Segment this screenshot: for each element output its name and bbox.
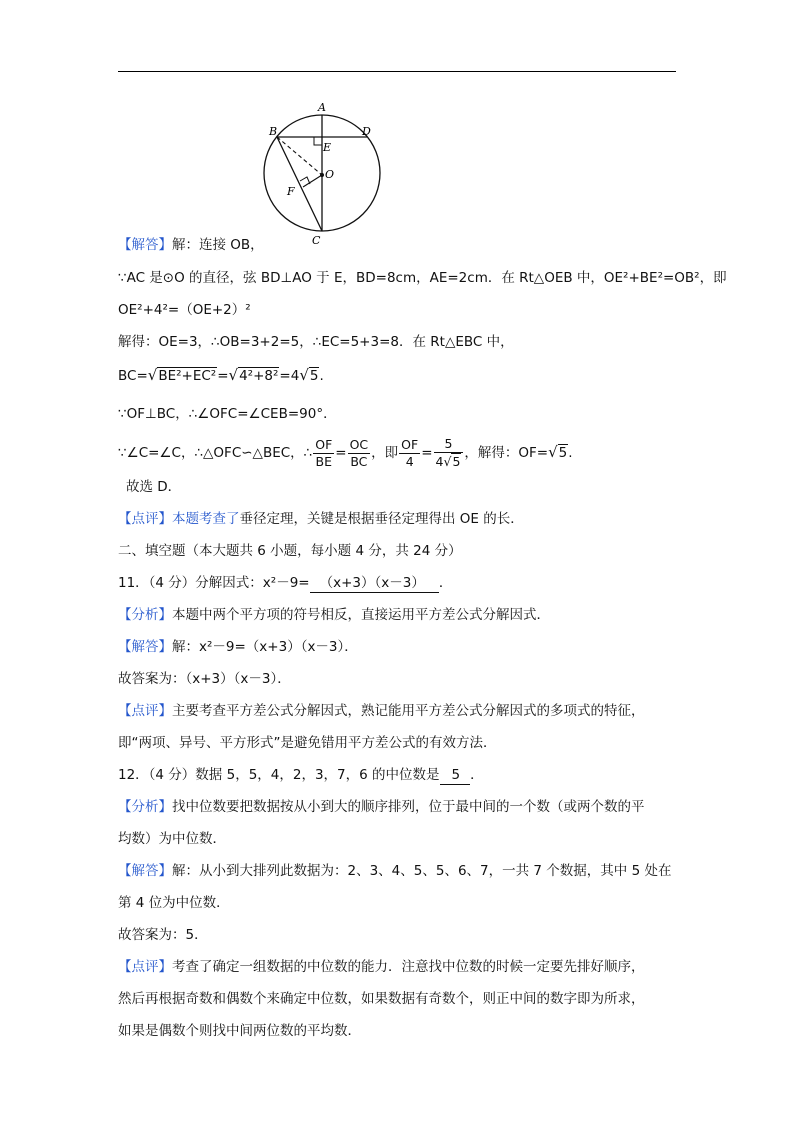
label-f: F [287,185,295,198]
jieda-tag: 【解答】 [118,639,172,655]
radicand-1: BE²+EC² [158,368,217,384]
answer-12 [118,861,671,881]
fraction-5-4sqrt5: $\frac{5}{4√5}$ [434,436,464,470]
comment-11 [118,701,645,721]
period: ． [470,767,484,783]
line-21: 第 4 位为中位数． [118,895,230,911]
line-16: 即“两项、异号、平方形式”是避免错用平方差公式的有效方法． [118,735,497,751]
sqrt-sign: √ [548,443,558,461]
line-6: ∵OF⊥BC，∴∠OFC=∠CEB=90°． [118,406,337,422]
q11-answer: （x+3）（x－3） [310,574,439,593]
fenxi-tag: 【分析】 [118,799,172,815]
ji: ，即 [371,445,399,461]
label-c: C [312,234,321,247]
circle-diagram [250,100,390,250]
comment-11-text: 主要考查平方差公式分解因式，熟记能用平方差公式分解因式的多项式的特征， [172,703,645,719]
period: . [319,368,324,384]
line-14: 故答案为：（x+3）（x－3）． [118,671,291,687]
label-o: O [325,168,335,181]
header-rule [118,71,676,72]
similar-prefix: ∵∠C=∠C，∴△OFC∽△BEC，∴ [118,445,313,461]
equals-4: =4 [279,368,300,384]
answer-12-text: 解：从小到大排列此数据为：2、3、4、5、5、6、7，一共 7 个数据，其中 5 处在 [172,863,672,879]
period: . [568,445,573,461]
label-d: D [362,125,371,138]
line-9 [118,509,524,529]
dashed-ob [277,137,322,175]
question-11 [118,573,452,593]
period: ． [438,575,453,591]
line-9-text: 垂径定理，关键是根据垂径定理得出 OE 的长． [239,511,524,527]
fenxi-tag: 【分析】 [118,607,172,623]
line-5-bc-formula [118,365,324,386]
fraction-of-be: $\frac{OF}{BE}$ [315,436,333,469]
label-e: E [323,141,332,154]
equals: = [335,445,347,461]
comment-12 [118,957,645,977]
line-24: 然后再根据奇数和偶数个来确定中位数，如果数据有奇数个，则正中间的数字即为所求， [118,991,645,1007]
analysis-12-text: 找中位数要把数据按从小到大的顺序排列，位于最中间的一个数（或两个数的平 [172,799,645,815]
answer-11 [118,637,358,657]
sqrt-sign: √ [299,366,309,384]
analysis-11 [118,605,550,625]
radicand-2: 4²+8² [239,368,279,384]
line-25: 如果是偶数个则找中间两位数的平均数． [118,1023,361,1039]
q12-answer: 5 [440,766,471,785]
line-3: OE²+4²=（OE+2）² [118,302,251,318]
section-title: 二、填空题（本大题共 6 小题，每小题 4 分，共 24 分） [118,543,462,559]
radicand-3: 5 [309,368,319,384]
line-8: 故选 D． [126,479,182,495]
dianping-tag: 【点评】 [118,511,172,527]
line-7-similar-triangles [118,436,573,470]
jieda-tag: 【解答】 [118,237,172,253]
blue-text: 本题考查了 [172,511,240,527]
answer-11-text: 解：x²－9=（x+3）（x－3）． [172,639,358,655]
equals: = [421,445,433,461]
right-angle-e [314,137,322,145]
line-19: 均数）为中位数． [118,831,226,847]
q12-text: 12．（4 分）数据 5，5，4，2，3，7，6 的中位数是 [118,767,440,783]
line-1-text: 解：连接 OB， [172,237,264,253]
line-4: 解得：OE=3，∴OB=3+2=5，∴EC=5+3=8．在 Rt△EBC 中， [118,334,514,350]
fraction-of-4: $\frac{OF}{4}$ [401,436,419,469]
jieda-tag: 【解答】 [118,863,172,879]
analysis-11-text: 本题中两个平方项的符号相反，直接运用平方差公式分解因式． [172,607,550,623]
comment-12-text: 考查了确定一组数据的中位数的能力．注意找中位数的时候一定要先排好顺序， [172,959,645,975]
label-b: B [269,125,278,138]
solve-text: ，解得：OF= [464,445,549,461]
radicand-of: 5 [558,445,568,461]
line-2: ∵AC 是⊙O 的直径，弦 BD⊥AO 于 E，BD=8cm，AE=2cm．在 Rt△OEB 中，OE²+BE²=OB²，即 [118,270,727,286]
question-12 [118,765,484,785]
segment-of [303,175,322,187]
label-a: A [318,101,326,114]
line-22: 故答案为：5． [118,927,208,943]
q11-text: 11．（4 分）分解因式：x²－9= [118,575,310,591]
dianping-tag: 【点评】 [118,703,172,719]
equals: = [217,368,229,384]
analysis-12 [118,797,645,817]
sqrt-sign: √ [147,366,158,384]
bc-prefix: BC= [118,368,148,384]
line-1 [118,235,264,255]
sqrt-sign: √ [228,366,239,384]
dianping-tag: 【点评】 [118,959,172,975]
fraction-oc-bc: $\frac{OC}{BC}$ [349,436,369,469]
center-point-o [320,173,324,177]
